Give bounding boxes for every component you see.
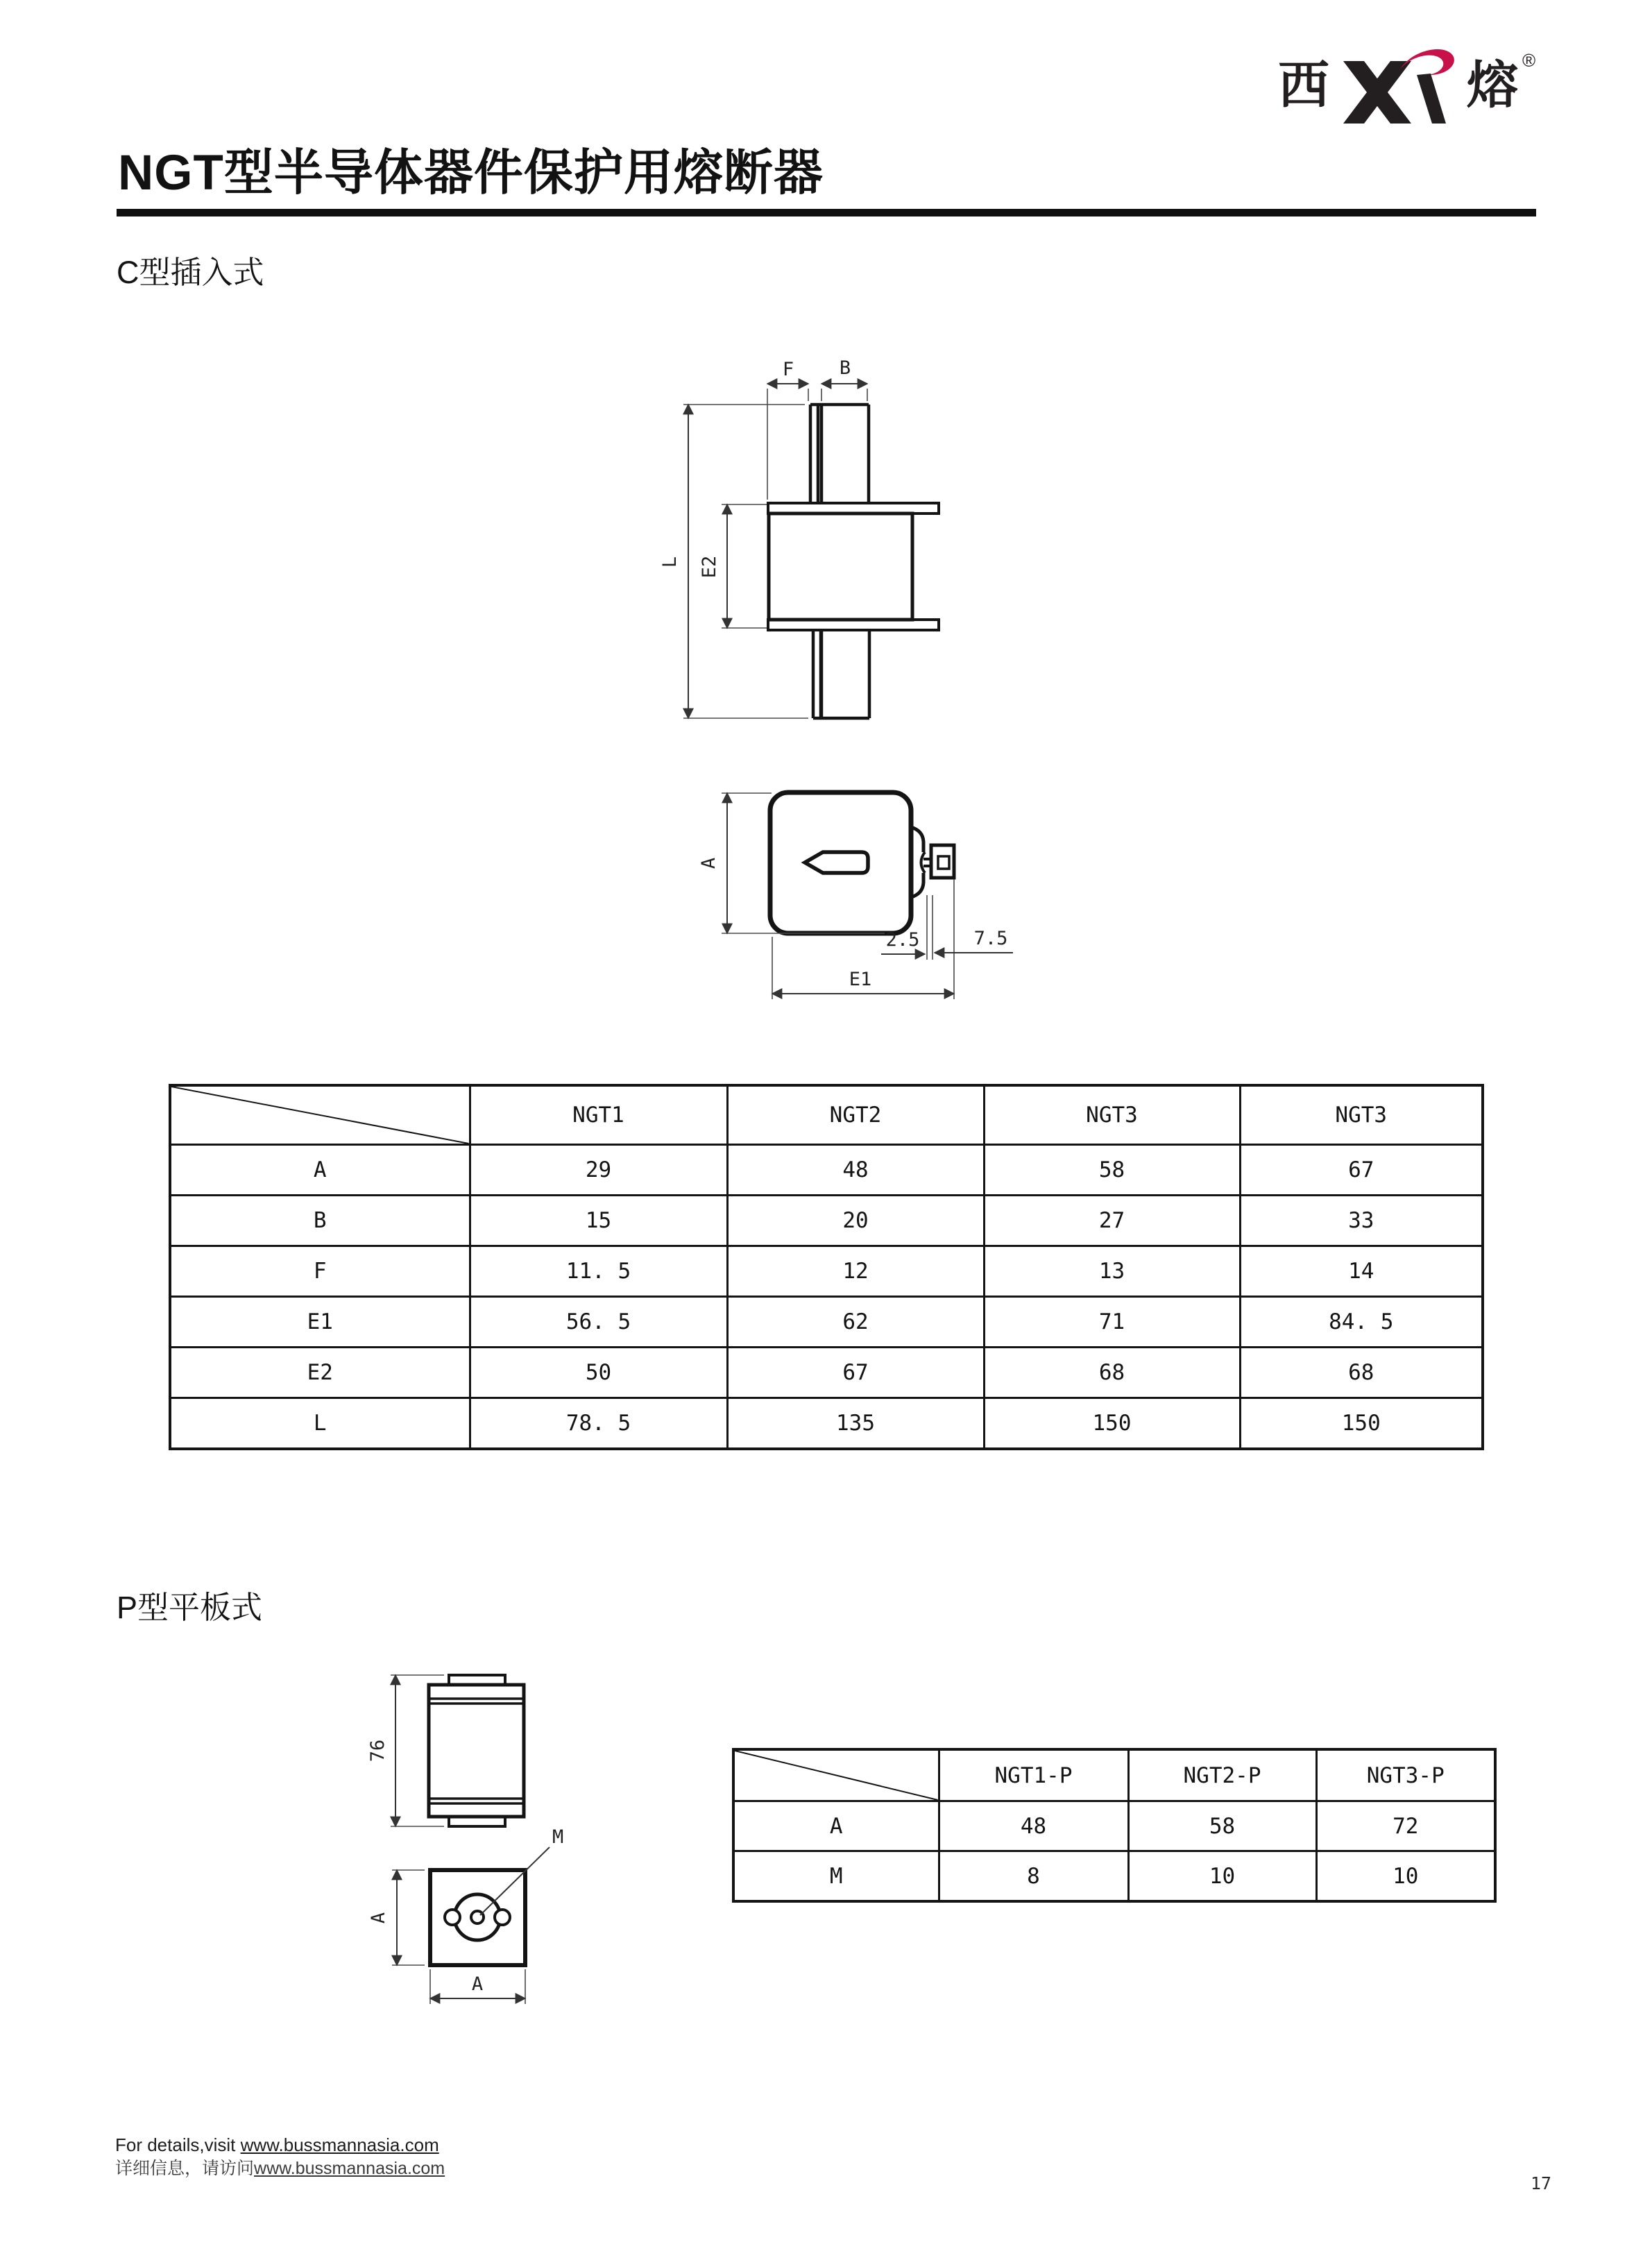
cell: 12: [727, 1246, 984, 1297]
section-heading-c-type: C型插入式: [117, 255, 264, 290]
cell: 33: [1240, 1196, 1483, 1246]
cell: 8: [939, 1851, 1128, 1902]
cell: 67: [1240, 1145, 1483, 1196]
cell: 10: [1316, 1851, 1495, 1902]
table-row: [170, 1246, 1483, 1297]
title-rule: [117, 209, 1536, 216]
dim-label-e1: E1: [849, 969, 872, 990]
dim-label-a: A: [698, 857, 719, 869]
cell: 14: [1240, 1246, 1483, 1297]
cell: 78. 5: [470, 1398, 727, 1450]
cell: 68: [984, 1348, 1240, 1398]
diagonal-header-cell: [733, 1749, 939, 1801]
cell: 68: [1240, 1348, 1483, 1398]
cell: 84. 5: [1240, 1297, 1483, 1348]
cell: 11. 5: [470, 1246, 727, 1297]
dim-label-a-left: A: [368, 1912, 389, 1924]
logo-xr-mark-icon: [1334, 46, 1463, 125]
page-title: NGT型半导体器件保护用熔断器: [118, 146, 824, 201]
cell: 72: [1316, 1801, 1495, 1851]
table-row: [733, 1801, 1495, 1851]
table-row: [170, 1348, 1483, 1398]
row-label: E1: [170, 1297, 470, 1348]
cell: 150: [1240, 1398, 1483, 1450]
p-type-dimension-table: [732, 1748, 1497, 1903]
row-label: E2: [170, 1348, 470, 1398]
cell: 150: [984, 1398, 1240, 1450]
dim-label-a-bottom: A: [471, 1973, 484, 1995]
column-header: NGT3-P: [1316, 1749, 1495, 1801]
table-row: [170, 1196, 1483, 1246]
cell: 48: [727, 1145, 984, 1196]
dim-label-b: B: [839, 357, 851, 379]
cell: 67: [727, 1348, 984, 1398]
footer-cn-link[interactable]: www.bussmannasia.com: [254, 2159, 445, 2178]
cell: 29: [470, 1145, 727, 1196]
row-label: M: [733, 1851, 939, 1902]
footer-cn-text: 详细信息，请访问: [115, 2159, 255, 2178]
column-header: NGT3: [984, 1085, 1240, 1145]
footer-en-link[interactable]: www.bussmannasia.com: [240, 2134, 439, 2155]
cell: 20: [727, 1196, 984, 1246]
row-label: A: [170, 1145, 470, 1196]
diagonal-header-cell: [170, 1085, 470, 1145]
c-type-dimension-table: [169, 1084, 1484, 1450]
cell: 27: [984, 1196, 1240, 1246]
page-footer: [115, 2133, 445, 2180]
cell: 13: [984, 1246, 1240, 1297]
row-label: B: [170, 1196, 470, 1246]
cell: 56. 5: [470, 1297, 727, 1348]
row-label: F: [170, 1246, 470, 1297]
table-row: [170, 1398, 1483, 1450]
cell: 50: [470, 1348, 727, 1398]
diagonal-line: [171, 1087, 469, 1144]
section-heading-p-type: P型平板式: [117, 1590, 263, 1625]
registered-mark: ®: [1522, 50, 1536, 71]
footer-en-text: For details,visit: [115, 2134, 241, 2155]
cell: 48: [939, 1801, 1128, 1851]
logo-right-char: 熔: [1467, 56, 1518, 114]
c-type-drawing: [638, 343, 1027, 1024]
cell: 58: [1128, 1801, 1316, 1851]
dim-label-m: M: [552, 1826, 564, 1848]
column-header: NGT2-P: [1128, 1749, 1316, 1801]
column-header: NGT2: [727, 1085, 984, 1145]
column-header: NGT1: [470, 1085, 727, 1145]
dim-label-7-5: 7.5: [973, 928, 1008, 949]
dim-label-76: 76: [367, 1739, 389, 1763]
column-header: NGT1-P: [939, 1749, 1128, 1801]
column-header: NGT3: [1240, 1085, 1483, 1145]
table-row: [733, 1851, 1495, 1902]
dim-label-f: F: [782, 359, 794, 380]
cell: 10: [1128, 1851, 1316, 1902]
table-row: [170, 1145, 1483, 1196]
cell: 62: [727, 1297, 984, 1348]
cell: 71: [984, 1297, 1240, 1348]
dim-label-l: L: [659, 556, 681, 568]
cell: 58: [984, 1145, 1240, 1196]
logo-left-char: 西: [1278, 56, 1329, 114]
p-type-drawing: [361, 1658, 597, 2019]
dim-label-2-5: 2.5: [885, 929, 920, 951]
diagonal-line: [735, 1751, 938, 1800]
table-row: [170, 1297, 1483, 1348]
cell: 135: [727, 1398, 984, 1450]
row-label: L: [170, 1398, 470, 1450]
row-label: A: [733, 1801, 939, 1851]
dim-label-e2: E2: [699, 555, 720, 579]
cell: 15: [470, 1196, 727, 1246]
page-number: 17: [1531, 2173, 1552, 2193]
brand-logo: [1278, 46, 1535, 125]
